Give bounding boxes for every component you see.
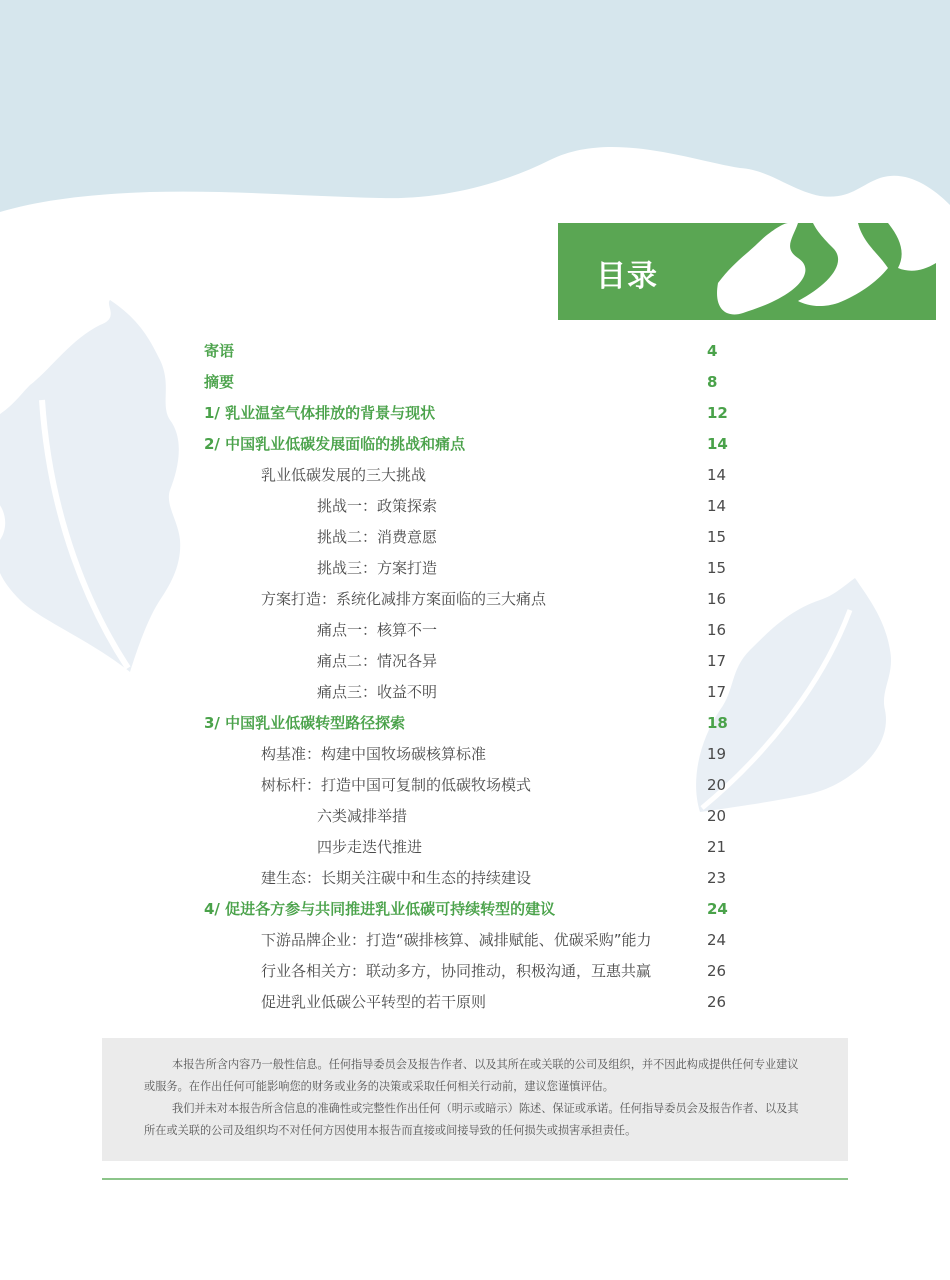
disclaimer-box [102, 1038, 848, 1161]
toc-entry-page: 26 [707, 962, 727, 980]
toc-entry[interactable] [204, 460, 744, 491]
toc-entry[interactable] [204, 863, 744, 894]
toc-entry-label: 挑战二：消费意愿 [317, 528, 438, 546]
toc-entry-label: 树标杆：打造中国可复制的低碳牧场模式 [261, 776, 532, 794]
bottom-divider [102, 1178, 848, 1180]
toc-entry-label: 痛点三：收益不明 [317, 683, 438, 701]
toc-entry-label: 构基准：构建中国牧场碳核算标准 [261, 745, 487, 763]
toc-entry-page: 14 [707, 466, 727, 484]
toc-entry-label: 挑战一：政策探索 [317, 497, 438, 515]
toc-entry-label: 2/ 中国乳业低碳发展面临的挑战和痛点 [204, 435, 466, 453]
toc-entry-page: 12 [707, 404, 728, 422]
toc-entry-label: 4/ 促进各方参与共同推进乳业低碳可持续转型的建议 [204, 900, 556, 918]
toc-entry-label: 方案打造：系统化减排方案面临的三大痛点 [261, 590, 547, 608]
toc-entry-page: 24 [707, 900, 728, 918]
toc-entry-label: 3/ 中国乳业低碳转型路径探索 [204, 714, 406, 732]
toc-entry[interactable] [204, 336, 744, 367]
toc-entry-label: 下游品牌企业：打造“碳排核算、减排赋能、优碳采购”能力 [261, 931, 652, 949]
toc-entry[interactable] [204, 956, 744, 987]
toc-entry-label: 摘要 [204, 373, 235, 391]
toc-entry-page: 26 [707, 993, 727, 1011]
toc-entry-label: 行业各相关方：联动多方，协同推动，积极沟通，互惠共赢 [261, 962, 652, 980]
toc-entry[interactable] [204, 708, 744, 739]
disclaimer-paragraph-2: 我们并未对本报告所含信息的准确性或完整性作出任何（明示或暗示）陈述、保证或承诺。任何指导委员会及报告作者、以及其所在或关联的公司及组织均不对任何方因使用本报告而直接或间接导致的任何损失或损害承担责任。 [144, 1102, 799, 1137]
toc-entry[interactable] [204, 832, 744, 863]
toc-entry[interactable] [204, 522, 744, 553]
toc-entry-page: 15 [707, 559, 727, 577]
toc-entry-label: 四步走迭代推进 [317, 838, 423, 856]
toc-entry-label: 挑战三：方案打造 [317, 559, 438, 577]
toc-entry[interactable] [204, 553, 744, 584]
toc-entry-label: 寄语 [204, 342, 235, 360]
disclaimer-paragraph-1: 本报告所含内容乃一般性信息。任何指导委员会及报告作者、以及其所在或关联的公司及组织，并不因此构成提供任何专业建议或服务。在作出任何可能影响您的财务或业务的决策或采取任何相关行动前，建议您谨慎评估。 [144, 1058, 799, 1093]
sky-wave [0, 0, 950, 212]
toc-entry-page: 8 [707, 373, 718, 391]
toc-entry-label: 促进乳业低碳公平转型的若干原则 [261, 993, 487, 1011]
toc-entry[interactable] [204, 770, 744, 801]
toc-entry[interactable] [204, 429, 744, 460]
toc-entry-page: 16 [707, 590, 727, 608]
toc-entry-page: 14 [707, 435, 728, 453]
toc-entry-page: 4 [707, 342, 718, 360]
toc-entry[interactable] [204, 646, 744, 677]
toc-title-banner [558, 223, 936, 320]
toc-entry-page: 23 [707, 869, 727, 887]
leaf-left [0, 300, 180, 672]
toc-entry-label: 乳业低碳发展的三大挑战 [261, 466, 427, 484]
toc-entry-label: 痛点二：情况各异 [317, 652, 438, 670]
toc-entry[interactable] [204, 925, 744, 956]
toc-entry[interactable] [204, 677, 744, 708]
toc-entry[interactable] [204, 739, 744, 770]
toc-entry[interactable] [204, 398, 744, 429]
table-of-contents [204, 336, 744, 1018]
toc-entry-page: 18 [707, 714, 728, 732]
page-title: 目录 [596, 259, 658, 294]
toc-entry[interactable] [204, 894, 744, 925]
toc-entry-label: 六类减排举措 [317, 807, 408, 825]
toc-entry-label: 1/ 乳业温室气体排放的背景与现状 [204, 404, 436, 422]
toc-entry-page: 20 [707, 776, 727, 794]
toc-entry[interactable] [204, 367, 744, 398]
toc-entry-page: 15 [707, 528, 727, 546]
toc-entry[interactable] [204, 491, 744, 522]
toc-entry[interactable] [204, 615, 744, 646]
toc-entry[interactable] [204, 801, 744, 832]
toc-entry-page: 20 [707, 807, 727, 825]
toc-entry-page: 21 [707, 838, 727, 856]
toc-entry-label: 建生态：长期关注碳中和生态的持续建设 [261, 869, 532, 887]
toc-entry[interactable] [204, 987, 744, 1018]
toc-entry-page: 24 [707, 931, 727, 949]
toc-entry-label: 痛点一：核算不一 [317, 621, 438, 639]
toc-entry-page: 14 [707, 497, 727, 515]
toc-entry-page: 19 [707, 745, 727, 763]
toc-entry[interactable] [204, 584, 744, 615]
toc-entry-page: 17 [707, 652, 727, 670]
toc-entry-page: 17 [707, 683, 727, 701]
toc-entry-page: 16 [707, 621, 727, 639]
